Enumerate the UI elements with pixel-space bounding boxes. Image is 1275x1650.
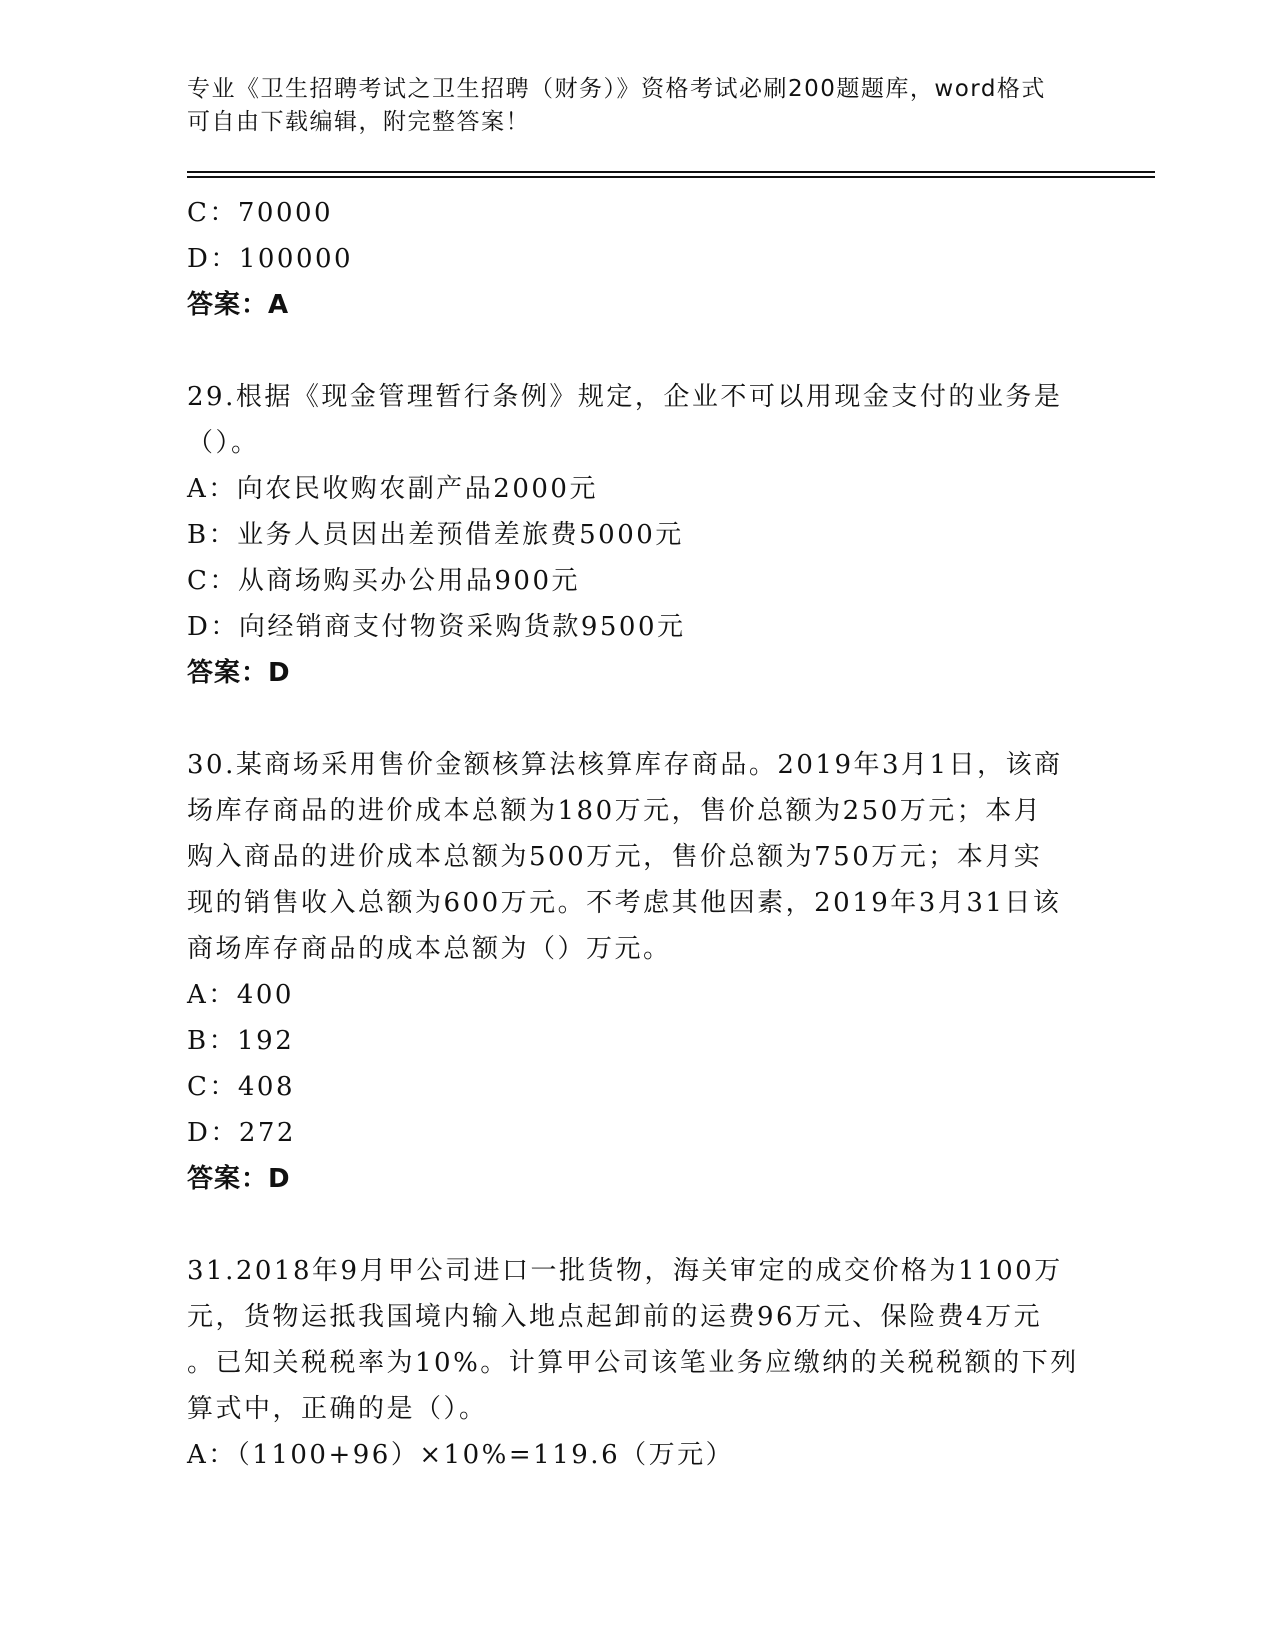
header-line-2: 可自由下载编辑，附完整答案！ bbox=[187, 109, 530, 135]
previous-question-tail bbox=[187, 190, 1087, 328]
document-body bbox=[187, 190, 1087, 1478]
question-29 bbox=[187, 374, 1087, 696]
question-text-line: 元，货物运抵我国境内输入地点起卸前的运费96万元、保险费4万元 bbox=[187, 1302, 1043, 1332]
question-text-line: 购入商品的进价成本总额为500万元，售价总额为750万元；本月实 bbox=[187, 842, 1043, 872]
answer-line: 答案：D bbox=[187, 1164, 291, 1194]
option-a: A：向农民收购农副产品2000元 bbox=[187, 474, 598, 504]
question-text-line: 29.根据《现金管理暂行条例》规定，企业不可以用现金支付的业务是 bbox=[187, 382, 1063, 412]
question-text-line: 商场库存商品的成本总额为（）万元。 bbox=[187, 934, 672, 964]
option-b: B：192 bbox=[187, 1026, 295, 1056]
question-30 bbox=[187, 742, 1087, 1202]
option-a: A：400 bbox=[187, 980, 294, 1010]
option-c: C：70000 bbox=[187, 198, 334, 228]
question-text-line: 30.某商场采用售价金额核算法核算库存商品。2019年3月1日，该商 bbox=[187, 750, 1063, 780]
question-text-line: （）。 bbox=[187, 428, 260, 458]
option-b: B：业务人员因出差预借差旅费5000元 bbox=[187, 520, 684, 550]
question-31 bbox=[187, 1248, 1087, 1478]
spacer bbox=[187, 1202, 1087, 1248]
question-text-line: 31.2018年9月甲公司进口一批货物，海关审定的成交价格为1100万 bbox=[187, 1256, 1063, 1286]
document-header bbox=[187, 73, 1087, 139]
question-text-line: 算式中，正确的是（）。 bbox=[187, 1394, 488, 1424]
option-d: D：向经销商支付物资采购货款9500元 bbox=[187, 612, 686, 642]
option-d: D：272 bbox=[187, 1118, 296, 1148]
option-d: D：100000 bbox=[187, 244, 354, 274]
option-a: A：（1100+96）×10%=119.6（万元） bbox=[187, 1440, 735, 1470]
option-c: C：从商场购买办公用品900元 bbox=[187, 566, 581, 596]
answer-line: 答案：D bbox=[187, 658, 291, 688]
question-text-line: 现的销售收入总额为600万元。不考虑其他因素，2019年3月31日该 bbox=[187, 888, 1062, 918]
header-line-1: 专业《卫生招聘考试之卫生招聘（财务）》资格考试必刷200题题库，word格式 bbox=[187, 76, 1046, 102]
header-rule-top bbox=[187, 171, 1155, 173]
question-text-line: 场库存商品的进价成本总额为180万元，售价总额为250万元；本月 bbox=[187, 796, 1043, 826]
header-rule-bottom bbox=[187, 176, 1155, 178]
spacer bbox=[187, 696, 1087, 742]
spacer bbox=[187, 328, 1087, 374]
question-text-line: 。已知关税税率为10%。计算甲公司该笔业务应缴纳的关税税额的下列 bbox=[187, 1348, 1079, 1378]
answer-line: 答案：A bbox=[187, 290, 290, 320]
option-c: C：408 bbox=[187, 1072, 296, 1102]
